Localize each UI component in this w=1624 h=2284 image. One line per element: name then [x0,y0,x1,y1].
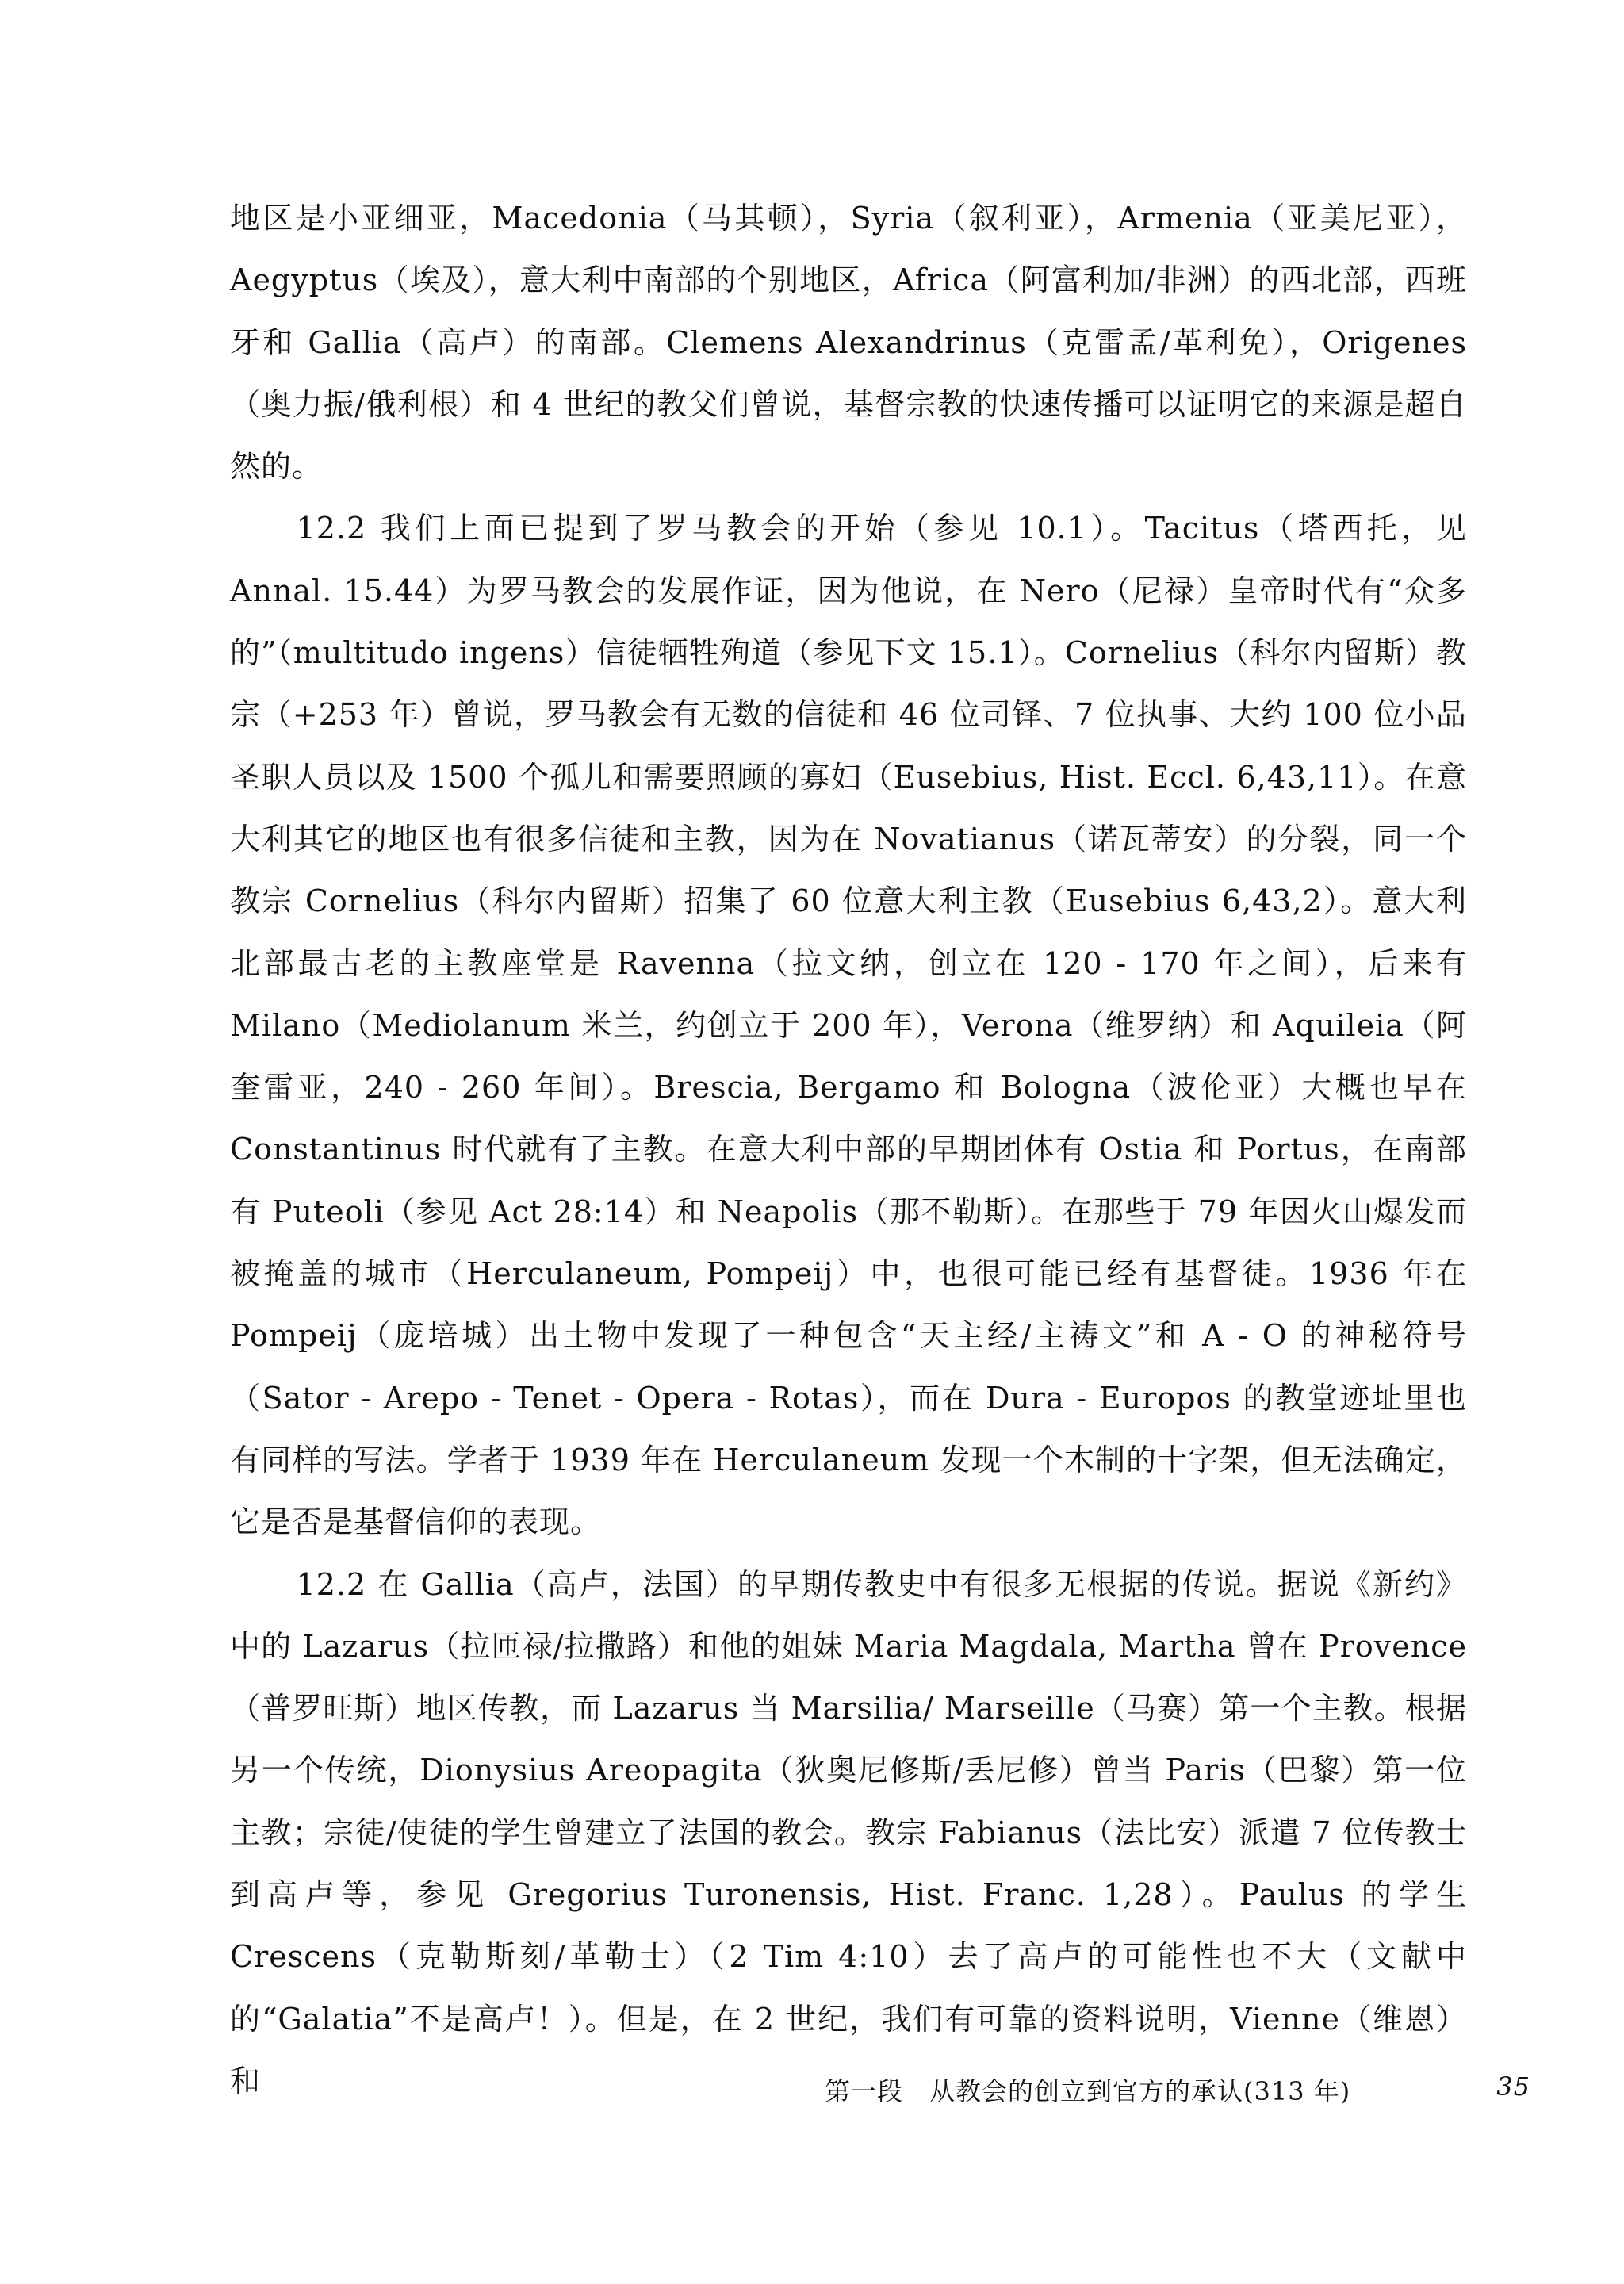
page-number: 35 [1496,2071,1530,2102]
footer-section-title: 第一段 从教会的创立到官方的承认(313 年) [825,2076,1351,2106]
paragraph-rome-church: 12.2 我们上面已提到了罗马教会的开始（参见 10.1）。Tacitus（塔西托，见 Annal. 15.44）为罗马教会的发展作证，因为他说，在 Nero（尼禄）皇帝时代有“众多的”（multitudo ingens）信徒牺牲殉道（参见下文 15.1）。Cornelius（科尔内留斯）教宗（+253 年）曾说，罗马教会有无数的信徒和 46 位司铎、7 位执事、大约 100 位小品圣职人员以及 1500 个孤儿和需要照顾的寡妇（Eusebius, Hist. Eccl. 6,43,11）。在意大利其它的地区也有很多信徒和主教，因为在 Novatianus（诺瓦蒂安）的分裂，同一个教宗 Cornelius（科尔内留斯）招集了 60 位意大利主教（Eusebius 6,43,2）。意大利北部最古老的主教座堂是 Ravenna（拉文纳，创立在 120 - 170 年之间），后来有 Milano（Mediolanum 米兰，约创立于 200 年），Verona（维罗纳）和 Aquileia（阿奎雷亚，240 - 260 年间）。Brescia, Bergamo 和 Bologna（波伦亚）大概也早在 Constantinus 时代就有了主教。在意大利中部的早期团体有 Ostia 和 Portus，在南部有 Puteoli（参见 Act 28:14）和 Neapolis（那不勒斯）。在那些于 79 年因火山爆发而被掩盖的城市（Herculaneum, Pompeij）中，也很可能已经有基督徒。1936 年在 Pompeij（庞培城）出土物中发现了一种包含“天主经/主祷文”和 A - O 的神秘符号（Sator - Arepo - Tenet - Opera - Rotas），而在 Dura - Europos 的教堂迹址里也有同样的写法。学者于 1939 年在 Herculaneum 发现一个木制的十字架，但无法确定，它是否是基督信仰的表现。 [230,511,1467,1540]
paragraph-continuation: 地区是小亚细亚，Macedonia（马其顿），Syria（叙利亚），Armenia（亚美尼亚），Aegyptus（埃及），意大利中南部的个别地区，Africa（阿富利加/非洲）的西北部，西班牙和 Gallia（高卢）的南部。Clemens Alexandrinus（克雷孟/革利免），Origenes（奥力振/俄利根）和 4 世纪的教父们曾说，基督宗教的快速传播可以证明它的来源是超自然的。 [230,201,1467,485]
paragraph-gallia-mission: 12.2 在 Gallia（高卢，法国）的早期传教史中有很多无根据的传说。据说《新约》中的 Lazarus（拉匝禄/拉撒路）和他的姐妹 Maria Magdala, Martha 曾在 Provence（普罗旺斯）地区传教，而 Lazarus 当 Marsilia/ Marseille（马赛）第一个主教。根据另一个传统，Dionysius Areopagita（狄奥尼修斯/丢尼修）曾当 Paris（巴黎）第一位主教；宗徒/使徒的学生曾建立了法国的教会。教宗 Fabianus（法比安）派遣 7 位传教士到高卢等，参见 Gregorius Turonensis, Hist. Franc. 1,28）。Paulus 的学生 Crescens（克勒斯刻/革勒士）（2 Tim 4:10）去了高卢的可能性也不大（文献中的“Galatia”不是高卢！）。但是，在 2 世纪，我们有可靠的资料说明，Vienne（维恩）和 [230,1566,1467,2098]
body-text [230,187,1467,2112]
